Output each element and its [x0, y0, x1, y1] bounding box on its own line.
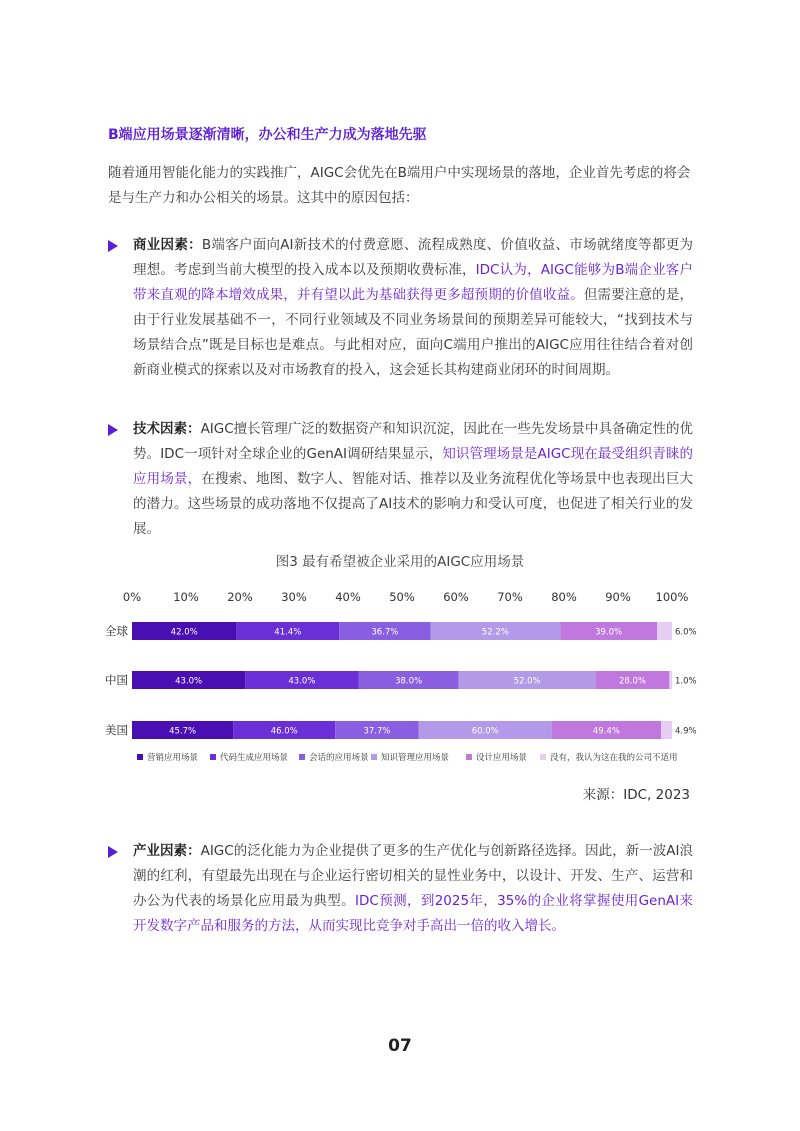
bullet-text [133, 417, 693, 542]
legend-label: 没有，我认为这在我的公司不适用 [550, 753, 678, 763]
data-label: 43.0% [175, 676, 203, 687]
legend-label: 会话的应用场景 [309, 753, 369, 763]
x-tick-label: 50% [389, 590, 415, 604]
x-tick-label: 0% [122, 590, 142, 604]
x-tick-label: 20% [227, 590, 253, 604]
bullet-body-cont: 在搜索、地图、数字人、智能对话、推荐以及业务流程优化等场景中也表现出巨大的潜力。这些场景的成功落地不仅提高了AI技术的影响力和受认可度，也促进了相关行业的发展。 [133, 471, 693, 537]
category-label: 全球 [105, 624, 128, 638]
bullet-text [133, 839, 693, 939]
data-label: 6.0% [675, 627, 697, 638]
legend-swatch [466, 754, 472, 760]
bullet-commercial [108, 233, 693, 383]
triangle-bullet-icon [108, 424, 118, 436]
legend-swatch [540, 754, 546, 760]
figure-title: 图3 最有希望被企业采用的AIGC应用场景 [275, 554, 525, 570]
bullet-text [133, 233, 693, 383]
legend-swatch [137, 754, 143, 760]
data-label: 41.4% [274, 627, 302, 638]
data-label: 52.0% [513, 676, 541, 687]
x-tick-label: 90% [605, 590, 631, 604]
x-tick-label: 70% [497, 590, 523, 604]
bullet-label: 技术因素： [133, 421, 201, 437]
bar-segment [657, 622, 672, 640]
data-label: 38.0% [395, 676, 423, 687]
triangle-bullet-icon [108, 846, 118, 858]
bullet-technical [108, 417, 693, 542]
data-label: 4.9% [675, 726, 697, 737]
source-label: 来源：IDC, 2023 [582, 787, 690, 803]
legend-swatch [210, 754, 216, 760]
data-label: 52.2% [481, 627, 509, 638]
bullet-highlight: IDC认为，AIGC能够为B端企业客户带来直观的降本增效成果，并有望以此为基础获得更多超预期的价值收益。 [133, 262, 694, 303]
x-tick-label: 10% [173, 590, 199, 604]
category-label: 中国 [105, 673, 128, 687]
bullet-highlight: IDC预测，到2025年，35%的企业将掌握使用GenAI来开发数字产品和服务的方法，从而实现比竞争对手高出一倍的收入增长。 [133, 893, 693, 934]
category-label: 美国 [105, 723, 128, 737]
bullet-label: 商业因素： [133, 237, 202, 253]
bar-segment [661, 721, 672, 739]
data-label: 37.7% [363, 726, 391, 737]
legend-label: 代码生成应用场景 [220, 753, 289, 763]
section-title: B端应用场景逐渐清晰，办公和生产力成为落地先驱 [108, 127, 427, 143]
intro-paragraph: 随着通用智能化能力的实践推广，AIGC会优先在B端用户中实现场景的落地，企业首先考虑的将会是与生产力和办公相关的场景。这其中的原因包括： [108, 165, 691, 206]
legend-swatch [371, 754, 377, 760]
legend-label: 营销应用场景 [147, 753, 199, 763]
data-label: 46.0% [270, 726, 298, 737]
data-label: 45.7% [169, 726, 197, 737]
bar-segment [669, 671, 672, 689]
legend-label: 设计应用场景 [476, 753, 528, 763]
page-number: 07 [388, 1036, 412, 1056]
bullet-body: B端客户面向AI新技术的付费意愿、流程成熟度、价值收益、市场就绪度等都更为理想。考虑到当前大模型的投入成本以及预期收费标准， [133, 237, 694, 278]
x-tick-label: 60% [443, 590, 469, 604]
x-tick-label: 80% [551, 590, 577, 604]
bullet-highlight: 知识管理场景是AIGC现在最受组织青睐的应用场景， [133, 446, 693, 487]
data-label: 36.7% [371, 627, 399, 638]
x-tick-label: 40% [335, 590, 361, 604]
triangle-bullet-icon [108, 240, 118, 252]
bullet-industry [108, 839, 693, 939]
data-label: 60.0% [471, 726, 499, 737]
data-label: 39.0% [595, 627, 623, 638]
data-label: 1.0% [675, 676, 697, 687]
bullet-body: AIGC的泛化能力为企业提供了更多的生产优化与创新路径选择。因此，新一波AI浪潮的红利，有望最先出现在与企业运行密切相关的显性业务中，以设计、开发、生产、运营和办公为代表的场景化应用最为典型。 [133, 843, 693, 909]
bullet-body: AIGC擅长管理广泛的数据资产和知识沉淀，因此在一些先发场景中具备确定性的优势。IDC一项针对全球企业的GenAI调研结果显示， [133, 421, 694, 462]
x-tick-label: 100% [655, 590, 689, 604]
legend-swatch [299, 754, 305, 760]
stacked-bar-chart [0, 580, 800, 775]
data-label: 43.0% [288, 676, 316, 687]
bullet-label: 产业因素： [133, 843, 201, 859]
data-label: 28.0% [618, 676, 646, 687]
x-tick-label: 30% [281, 590, 307, 604]
data-label: 49.4% [592, 726, 620, 737]
legend-label: 知识管理应用场景 [381, 753, 450, 763]
data-label: 42.0% [170, 627, 198, 638]
bullet-body-cont: 但需要注意的是，由于行业发展基础不一，不同行业领域及不同业务场景间的预期差异可能较大，“找到技术与场景结合点”既是目标也是难点。与此相对应，面向C端用户推出的AIGC应用往往结合着对创新商业模式的探索以及对市场教育的投入，这会延长其构建商业闭环的时间周期。 [133, 287, 694, 378]
